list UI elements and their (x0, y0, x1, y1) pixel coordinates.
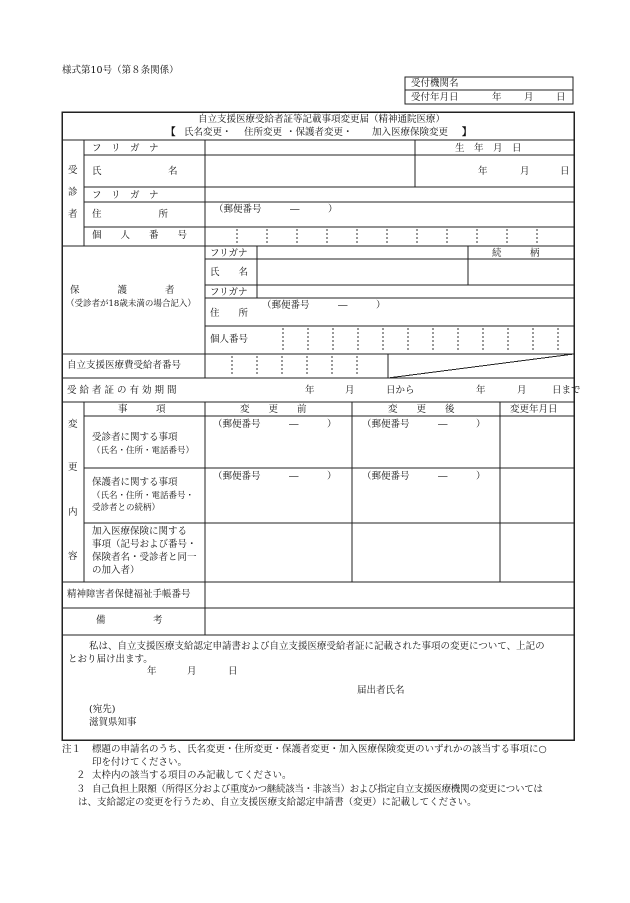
guardian-note: （受診者が18歳未満の場合記入） (66, 299, 196, 309)
note-2-line-1: 太枠内の該当する項目のみ記載してください。 (92, 770, 292, 781)
change-side-label-4: 容 (68, 551, 78, 562)
note-3-line-2: は、支給認定の変更を行うため、自立支援医療支給認定申請書（変更）に記載してください。 (78, 797, 477, 808)
validity-label: 受給者証の有効期間 (67, 385, 180, 396)
declaration-month: 月 (187, 666, 197, 677)
change-header-after: 変 更 後 (388, 404, 455, 415)
patient-address-label: 住 所 (92, 209, 169, 220)
change-row-2-line-1: 保護者に関する事項 (92, 477, 178, 488)
validity-from-year: 年 (305, 385, 315, 396)
reception-day: 日 (556, 92, 566, 103)
patient-side-label-1: 受 (68, 165, 78, 176)
change-row-2-before-postal: （郵便番号 ― ） (213, 471, 337, 482)
declaration-year: 年 (147, 666, 157, 677)
validity-to-month: 月 (517, 385, 527, 396)
birth-month: 月 (520, 166, 530, 177)
change-row-3-line-2: 事項（記号および番号・ (92, 539, 197, 550)
recipient-number-label: 自立支援医療費受給者番号 (67, 360, 182, 371)
note-1-line-2: 印を付けてください。 (92, 757, 188, 768)
form-number: 様式第10号（第８条関係） (62, 65, 179, 76)
title-option-address: 住所変更 (244, 127, 283, 138)
patient-postal: （郵便番号 ― ） (214, 204, 338, 215)
mental-handbook-label: 精神障害者保健福祉手帳番号 (67, 589, 191, 600)
note-1-number: 注１ (62, 744, 82, 755)
guardian-furigana2-label: フリガナ (210, 287, 248, 298)
guardian-furigana-label: フリガナ (210, 248, 248, 259)
note-3-line-1: 自己負担上限額（所得区分および重度かつ継続該当・非該当）および指定自立支援医療機関の変更については (92, 784, 543, 795)
validity-from-month: 月 (345, 385, 355, 396)
title-bracket-close: 】 (462, 127, 472, 138)
patient-side-label-2: 診 (68, 187, 78, 198)
addressee-governor: 滋賀県知事 (89, 717, 137, 728)
note-2-number: ２ (76, 770, 86, 781)
birth-year: 年 (478, 166, 488, 177)
patient-furigana-label: フ リ ガ ナ (92, 143, 159, 154)
note-1-line-1: 標題の申請名のうち、氏名変更・住所変更・保護者変更・加入医療保険変更のいずれかの該当する事項に○ (92, 744, 547, 755)
form-title: 自立支援医療受給者証等記載事項変更届（精神通院医療） (198, 114, 446, 125)
change-header-date: 変更年月日 (510, 404, 558, 415)
patient-name-label: 氏 名 (92, 166, 178, 177)
change-row-1-line-2: （氏名・住所・電話番号） (92, 446, 195, 456)
reception-date-label: 受付年月日 (411, 92, 459, 103)
reception-year: 年 (492, 92, 502, 103)
change-row-3-line-1: 加入医療保険に関する (92, 526, 188, 537)
patient-furigana2-label: フ リ ガ ナ (92, 190, 159, 201)
declaration-day: 日 (228, 666, 238, 677)
change-row-1-line-1: 受診者に関する事項 (92, 432, 178, 443)
addressee-label: (宛先) (89, 704, 116, 715)
change-row-2-line-2: （氏名・住所・電話番号・ (92, 491, 195, 501)
title-option-name: 氏名変更・ (184, 127, 232, 138)
change-side-label-1: 変 (68, 419, 78, 430)
guardian-name-label: 氏 名 (210, 267, 249, 278)
validity-from-day: 日から (386, 385, 415, 396)
reception-month: 月 (524, 92, 534, 103)
applicant-name-label: 届出者氏名 (357, 685, 405, 696)
guardian-postal: （郵便番号 ― ） (262, 300, 386, 311)
change-side-label-2: 更 (68, 462, 78, 473)
change-row-1-before-postal: （郵便番号 ― ） (213, 419, 337, 430)
reception-agency-label: 受付機関名 (411, 78, 459, 89)
change-row-1-after-postal: （郵便番号 ― ） (362, 419, 486, 430)
guardian-address-label: 住 所 (210, 308, 249, 319)
title-option-insurance: 加入医療保険変更 (372, 127, 449, 138)
patient-personal-number-label: 個 人 番 号 (92, 230, 188, 241)
birth-day: 日 (560, 166, 570, 177)
title-bracket-open: 【 (166, 127, 176, 138)
change-header-before: 変 更 前 (240, 404, 307, 415)
change-row-2-after-postal: （郵便番号 ― ） (362, 471, 486, 482)
guardian-label: 保 護 者 (70, 285, 175, 296)
change-side-label-3: 内 (68, 507, 78, 518)
guardian-personal-number-label: 個人番号 (210, 334, 249, 345)
guardian-relation-label: 続 柄 (492, 248, 540, 259)
birth-date-header: 生 年 月 日 (455, 143, 522, 154)
change-row-2-line-3: 受診者との続柄） (92, 503, 161, 513)
declaration-line-1: 私は、自立支援医療支給認定申請書および自立支援医療受給者証に記載された事項の変更について、上記の (89, 641, 545, 652)
change-row-3-line-3: 保険者名・受診者と同一 (92, 552, 197, 563)
title-option-guardian: ・保護者変更・ (286, 127, 353, 138)
patient-side-label-3: 者 (68, 209, 78, 220)
remarks-label: 備 考 (96, 615, 163, 626)
change-header-item: 事 項 (118, 404, 166, 415)
validity-to-day: 日まで (552, 385, 581, 396)
note-3-number: ３ (76, 784, 86, 795)
validity-to-year: 年 (476, 385, 486, 396)
change-row-3-line-4: の加入者） (92, 565, 140, 576)
declaration-line-2: とおり届け出ます。 (68, 654, 153, 665)
